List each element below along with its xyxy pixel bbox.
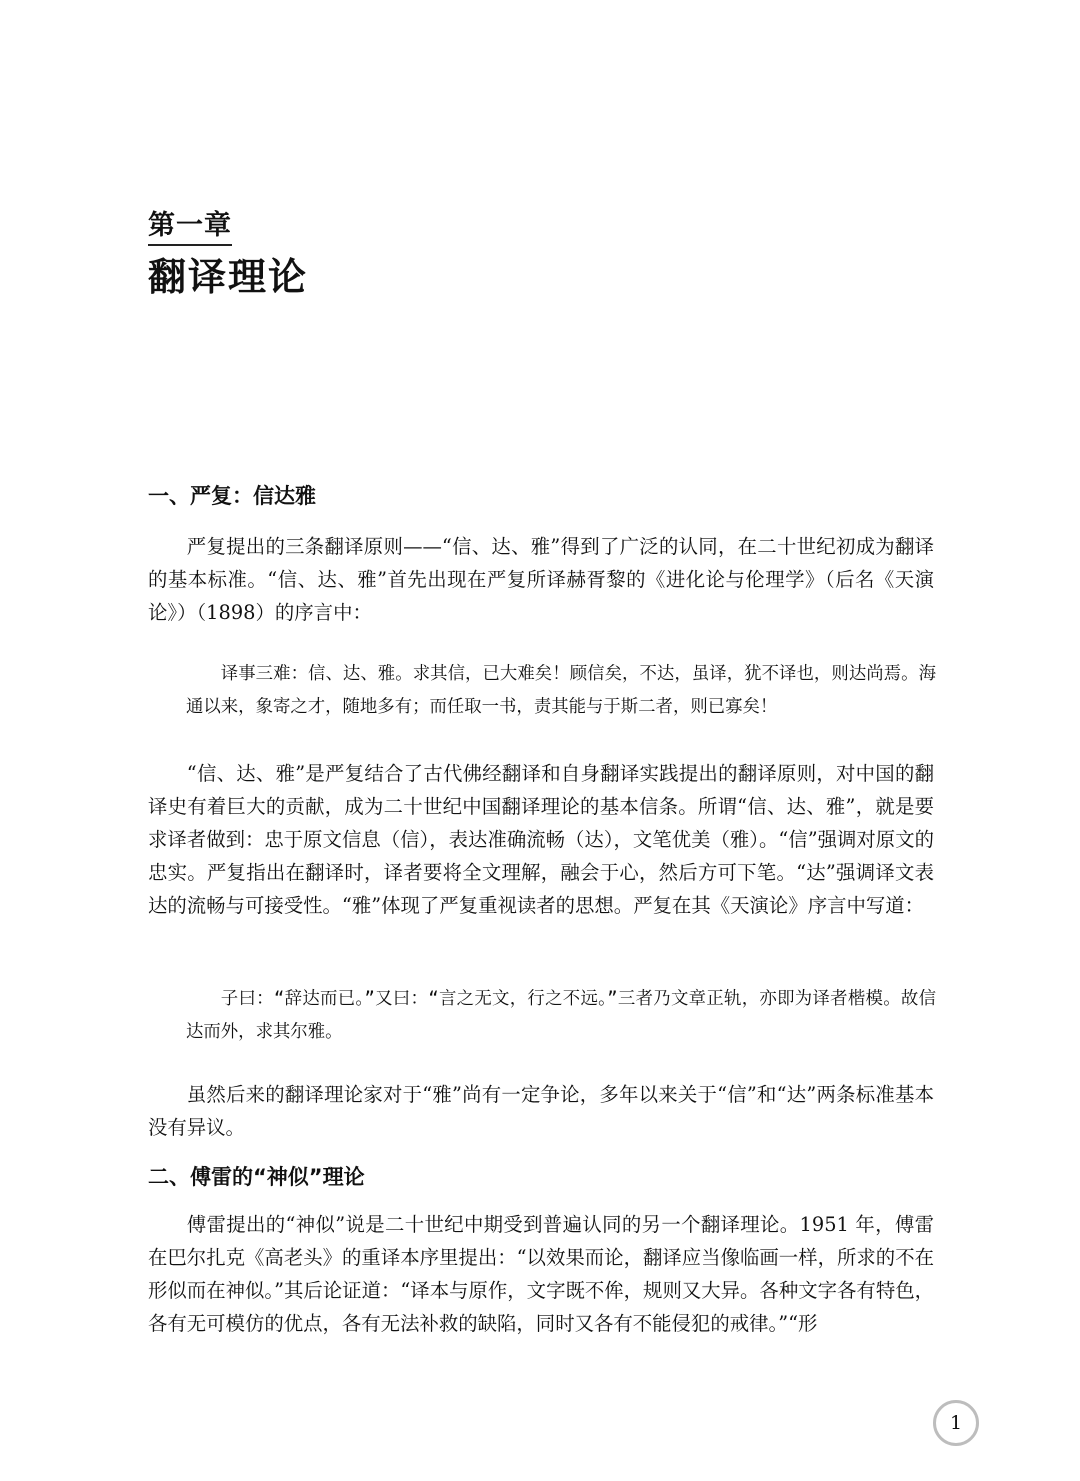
section-heading-1: 一、严复：信达雅 bbox=[148, 484, 316, 508]
page-number: 1 bbox=[949, 1412, 963, 1434]
chapter-title: 翻译理论 bbox=[148, 255, 309, 299]
section-1-paragraph-1: 严复提出的三条翻译原则——“信、达、雅”得到了广泛的认同，在二十世纪初成为翻译的基本标准。“信、达、雅”首先出现在严复所译赫胥黎的《进化论与伦理学》（后名《天演论》）（1898）的序言中： bbox=[148, 535, 934, 624]
page-number-badge bbox=[933, 1400, 979, 1446]
section-1-quote-1: 译事三难：信、达、雅。求其信，已大难矣！顾信矣，不达，虽译，犹不译也，则达尚焉。海通以来，象寄之才，随地多有；而任取一书，责其能与于斯二者，则已寡矣！ bbox=[186, 664, 936, 717]
section-1-paragraph-3: 虽然后来的翻译理论家对于“雅”尚有一定争论，多年以来关于“信”和“达”两条标准基本没有异议。 bbox=[148, 1083, 934, 1139]
section-1-quote-2: 子曰：“辞达而已。”又曰：“言之无文，行之不远。”三者乃文章正轨，亦即为译者楷模。故信达而外，求其尔雅。 bbox=[186, 989, 936, 1042]
section-1-paragraph-2: “信、达、雅”是严复结合了古代佛经翻译和自身翻译实践提出的翻译原则，对中国的翻译史有着巨大的贡献，成为二十世纪中国翻译理论的基本信条。所谓“信、达、雅”，就是要求译者做到：忠于原文信息（信），表达准确流畅（达），文笔优美（雅）。“信”强调对原文的忠实。严复指出在翻译时，译者要将全文理解，融会于心，然后方可下笔。“达”强调译文表达的流畅与可接受性。“雅”体现了严复重视读者的思想。严复在其《天演论》序言中写道： bbox=[148, 762, 934, 917]
section-heading-2: 二、傅雷的“神似”理论 bbox=[148, 1165, 365, 1189]
chapter-label: 第一章 bbox=[148, 203, 232, 246]
section-2-paragraph-1: 傅雷提出的“神似”说是二十世纪中期受到普遍认同的另一个翻译理论。1951 年，傅雷在巴尔扎克《高老头》的重译本序里提出：“以效果而论，翻译应当像临画一样，所求的不在形似而在神似。”其后论证道：“译本与原作，文字既不侔，规则又大异。各种文字各有特色，各有无可模仿的优点，各有无法补救的缺陷，同时又各有不能侵犯的戒律。”“形 bbox=[148, 1213, 934, 1335]
